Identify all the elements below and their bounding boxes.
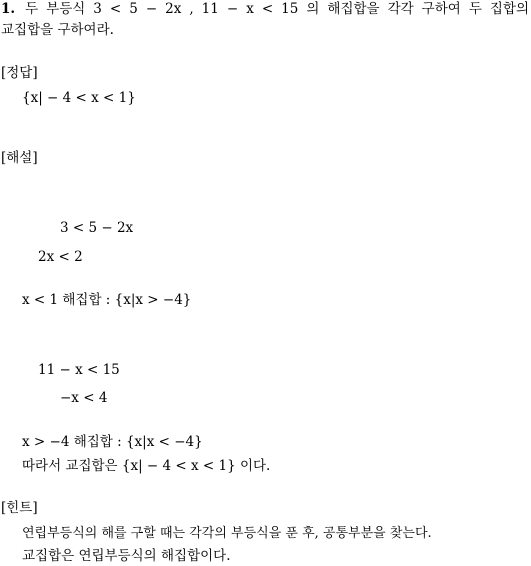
explanation-heading: [해설] (1, 150, 38, 166)
problem-text-1: 두 부등식 3 < 5 − 2x , 11 − x < 15 의 해집합을 각각 구하여 두 집합의 (25, 1, 529, 17)
problem-line-2: 교집합을 구하여라. (1, 22, 114, 38)
problem-number: 1. (1, 1, 16, 17)
hint-heading: [힌트] (1, 500, 38, 516)
explanation-conclusion: 따라서 교집합은 {x| − 4 < x < 1} 이다. (22, 458, 271, 474)
explanation-step-4: 11 − x < 15 (38, 362, 120, 378)
explanation-step-6: x > −4 해집합 : {x|x < −4} (22, 434, 203, 450)
hint-line-1: 연립부등식의 해를 구할 때는 각각의 부등식을 푼 후, 공통부분을 찾는다. (22, 526, 432, 541)
explanation-step-3: x < 1 해집합 : {x|x > −4} (22, 292, 192, 308)
answer-value: {x| − 4 < x < 1} (22, 90, 136, 106)
problem-line-1 (1, 3, 529, 17)
explanation-step-1: 3 < 5 − 2x (60, 220, 134, 236)
hint-line-2: 교집합은 연립부등식의 해집합이다. (22, 548, 231, 564)
explanation-step-2: 2x < 2 (38, 249, 83, 265)
explanation-step-5: −x < 4 (60, 390, 108, 406)
answer-heading: [정답] (1, 65, 38, 81)
